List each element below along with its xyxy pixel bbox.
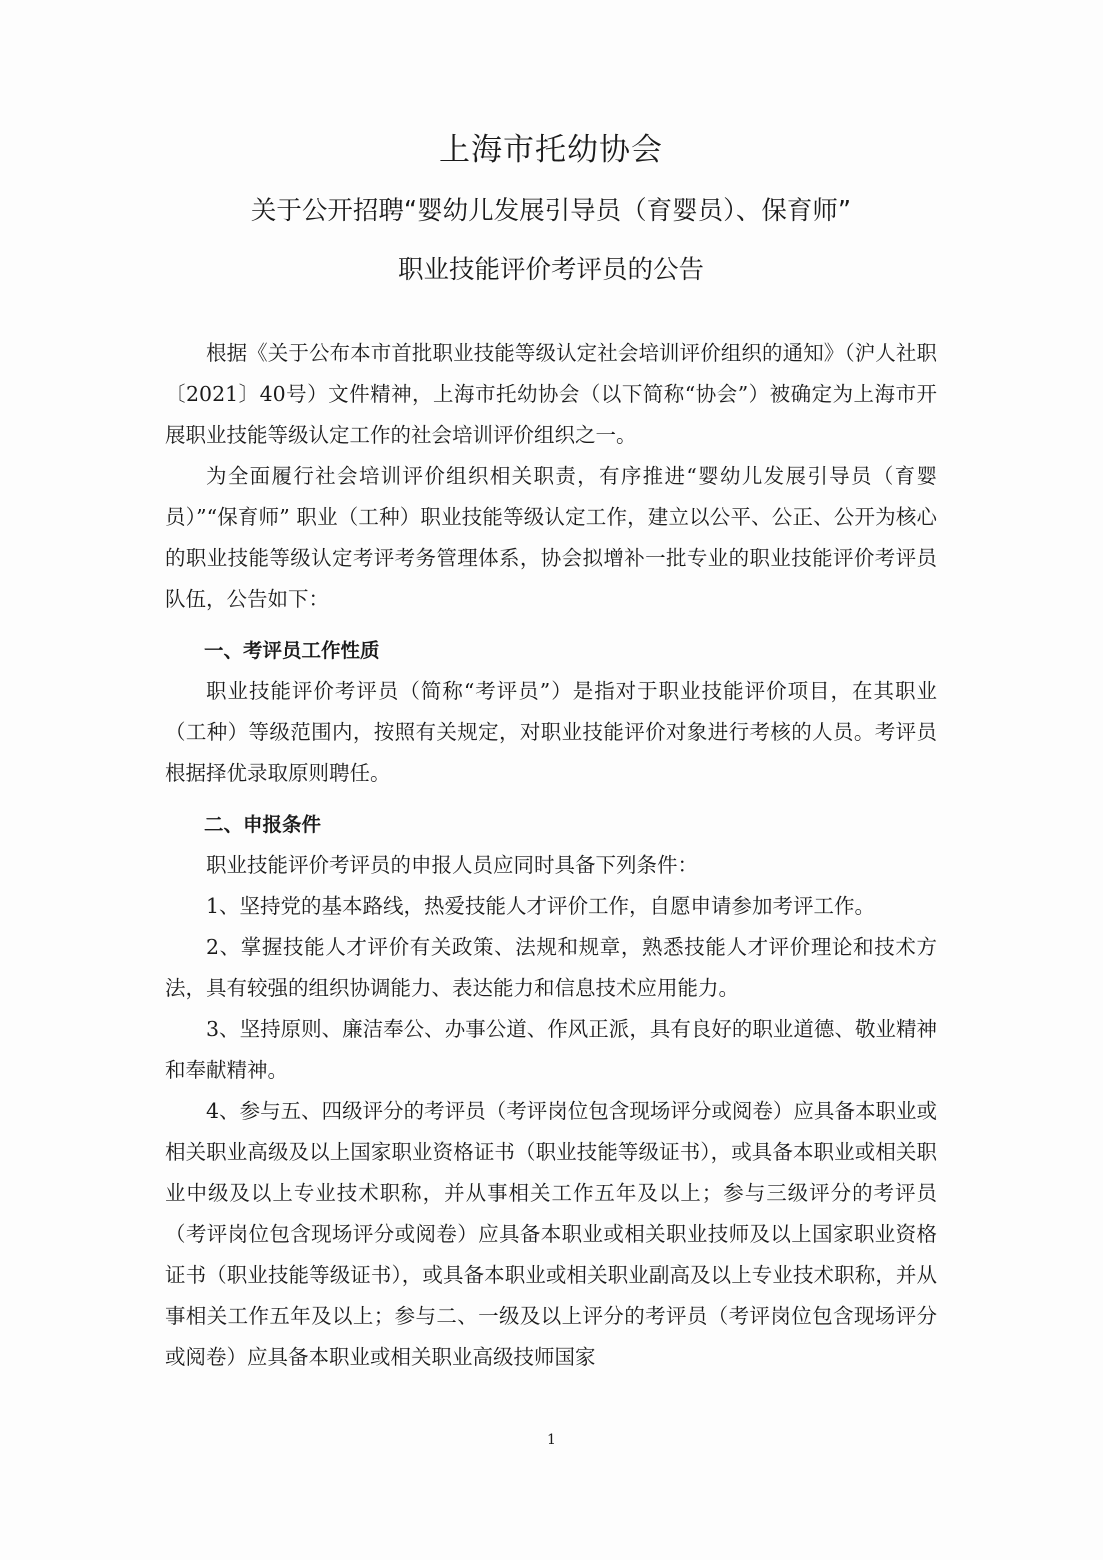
section-2-lead: 职业技能评价考评员的申报人员应同时具备下列条件： bbox=[206, 853, 698, 877]
announcement-title-line-1: 关于公开招聘“婴幼儿发展引导员（育婴员）、保育师” bbox=[250, 196, 852, 226]
condition-item-3: 3、坚持原则、廉洁奉公、办事公道、作风正派，具有良好的职业道德、敬业精神和奉献精神。 bbox=[165, 1017, 937, 1082]
document-body bbox=[165, 333, 937, 1378]
condition-item-4: 4、参与五、四级评分的考评员（考评岗位包含现场评分或阅卷）应具备本职业或相关职业高级及以上国家职业资格证书（职业技能等级证书），或具备本职业或相关职业中级及以上专业技术职称，并从事相关工作五年及以上；参与三级评分的考评员（考评岗位包含现场评分或阅卷）应具备本职业或相关职业技师及以上国家职业资格证书（职业技能等级证书），或具备本职业或相关职业副高及以上专业技术职称，并从事相关工作五年及以上；参与二、一级及以上评分的考评员（考评岗位包含现场评分或阅卷）应具备本职业或相关职业高级技师国家 bbox=[165, 1099, 937, 1369]
page-number: 1 bbox=[547, 1432, 556, 1448]
section-1-text: 职业技能评价考评员（简称“考评员”）是指对于职业技能评价项目，在其职业（工种）等级范围内，按照有关规定，对职业技能评价对象进行考核的人员。考评员根据择优录取原则聘任。 bbox=[165, 679, 937, 785]
intro-paragraph-1: 根据《关于公布本市首批职业技能等级认定社会培训评价组织的通知》（沪人社职〔2021〕40号）文件精神，上海市托幼协会（以下简称“协会”）被确定为上海市开展职业技能等级认定工作的社会培训评价组织之一。 bbox=[165, 341, 937, 447]
section-2-heading: 二、申报条件 bbox=[204, 813, 322, 836]
condition-item-2: 2、掌握技能人才评价有关政策、法规和规章，熟悉技能人才评价理论和技术方法，具有较强的组织协调能力、表达能力和信息技术应用能力。 bbox=[165, 935, 937, 1000]
organization-title: 上海市托幼协会 bbox=[439, 132, 663, 168]
intro-paragraph-2: 为全面履行社会培训评价组织相关职责，有序推进“婴幼儿发展引导员（育婴员）”“保育师” 职业（工种）职业技能等级认定工作，建立以公平、公正、公开为核心的职业技能等级认定考评考务管理体系，协会拟增补一批专业的职业技能评价考评员队伍，公告如下： bbox=[165, 464, 937, 611]
announcement-title-line-2: 职业技能评价考评员的公告 bbox=[397, 255, 704, 285]
section-1-heading: 一、考评员工作性质 bbox=[204, 639, 380, 662]
condition-item-1: 1、坚持党的基本路线，热爱技能人才评价工作，自愿申请参加考评工作。 bbox=[206, 894, 876, 918]
